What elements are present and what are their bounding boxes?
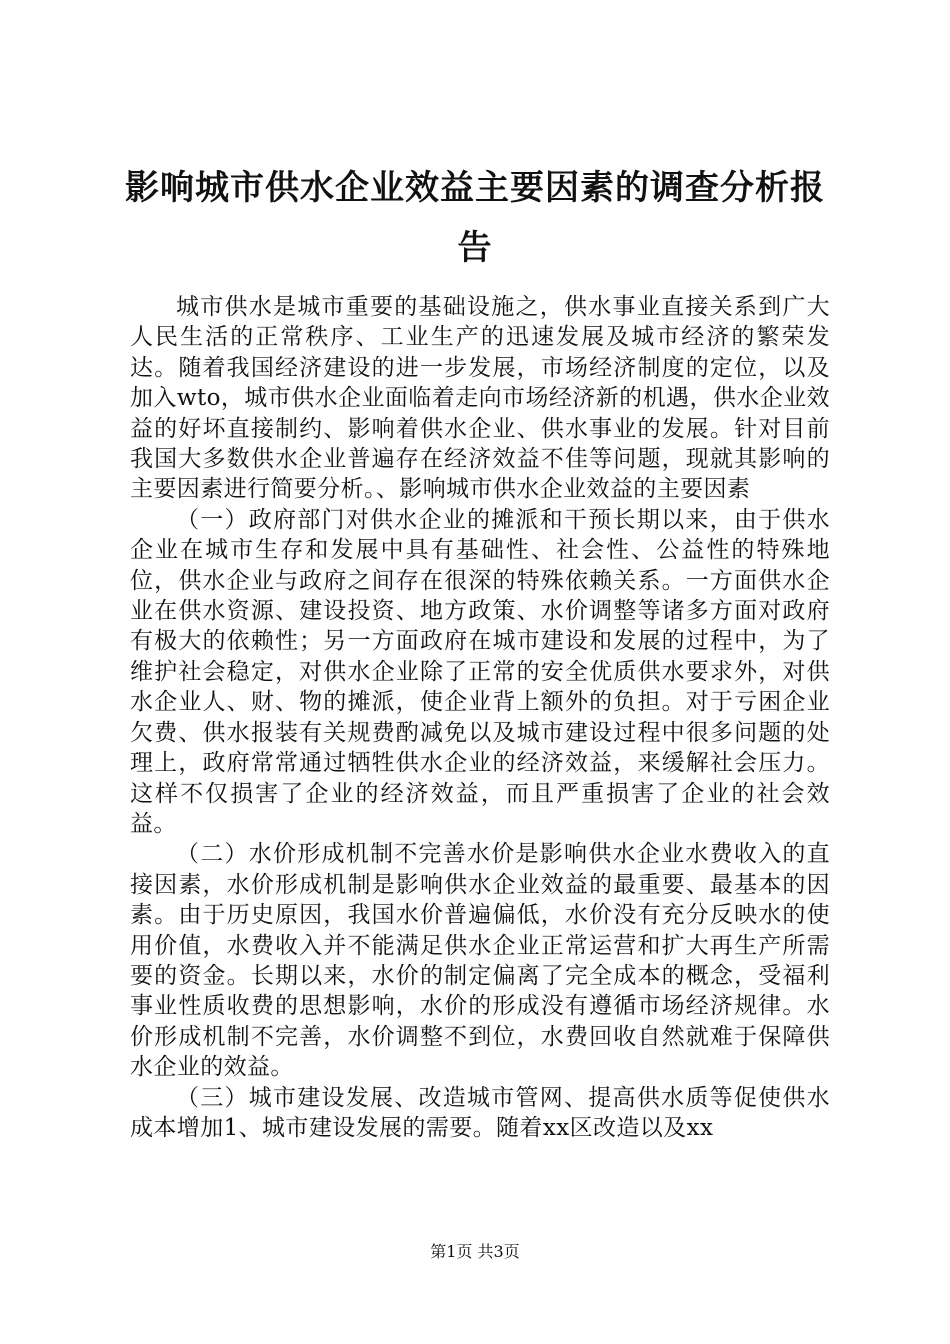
paragraph-section-1: （一）政府部门对供水企业的摊派和干预长期以来，由于供水企业在城市生存和发展中具有基础性、社会性、公益性的特殊地位，供水企业与政府之间存在很深的特殊依赖关系。一方面供水企业在供水资源、建设投资、地方政策、水价调整等诸多方面对政府有极大的依赖性；另一方面政府在城市建设和发展的过程中，为了维护社会稳定，对供水企业除了正常的安全优质供水要求外，对供水企业人、财、物的摊派，使企业背上额外的负担。对于亏困企业欠费、供水报装有关规费酌减免以及城市建设过程中很多问题的处理上，政府常常通过牺牲供水企业的经济效益，来缓解社会压力。这样不仅损害了企业的经济效益，而且严重损害了企业的社会效益。 bbox=[130, 506, 830, 837]
paragraph-section-2: （二）水价形成机制不完善水价是影响供水企业水费收入的直接因素，水价形成机制是影响供水企业效益的最重要、最基本的因素。由于历史原因，我国水价普遍偏低，水价没有充分反映水的使用价值，水费收入并不能满足供水企业正常运营和扩大再生产所需要的资金。长期以来，水价的制定偏离了完全成本的概念，受福利事业性质收费的思想影响，水价的形成没有遵循市场经济规律。水价形成机制不完善，水价调整不到位，水费回收自然就难于保障供水企业的效益。 bbox=[130, 841, 830, 1081]
paragraph-intro: 城市供水是城市重要的基础设施之，供水事业直接关系到广大人民生活的正常秩序、工业生产的迅速发展及城市经济的繁荣发达。随着我国经济建设的进一步发展，市场经济制度的定位，以及加入wto，城市供水企业面临着走向市场经济新的机遇，供水企业效益的好坏直接制约、影响着供水企业、供水事业的发展。针对目前我国大多数供水企业普遍存在经济效益不佳等问题，现就其影响的主要因素进行简要分析。、影响城市供水企业效益的主要因素 bbox=[130, 294, 830, 503]
document-title: 影响城市供水企业效益主要因素的调查分析报告 bbox=[125, 168, 825, 268]
page-number-footer: 第1页 共3页 bbox=[430, 1242, 520, 1261]
document-body bbox=[130, 292, 830, 1143]
paragraph-section-3: （三）城市建设发展、改造城市管网、提高供水质等促使供水成本增加1、城市建设发展的需要。随着xx区改造以及xx bbox=[130, 1084, 830, 1141]
